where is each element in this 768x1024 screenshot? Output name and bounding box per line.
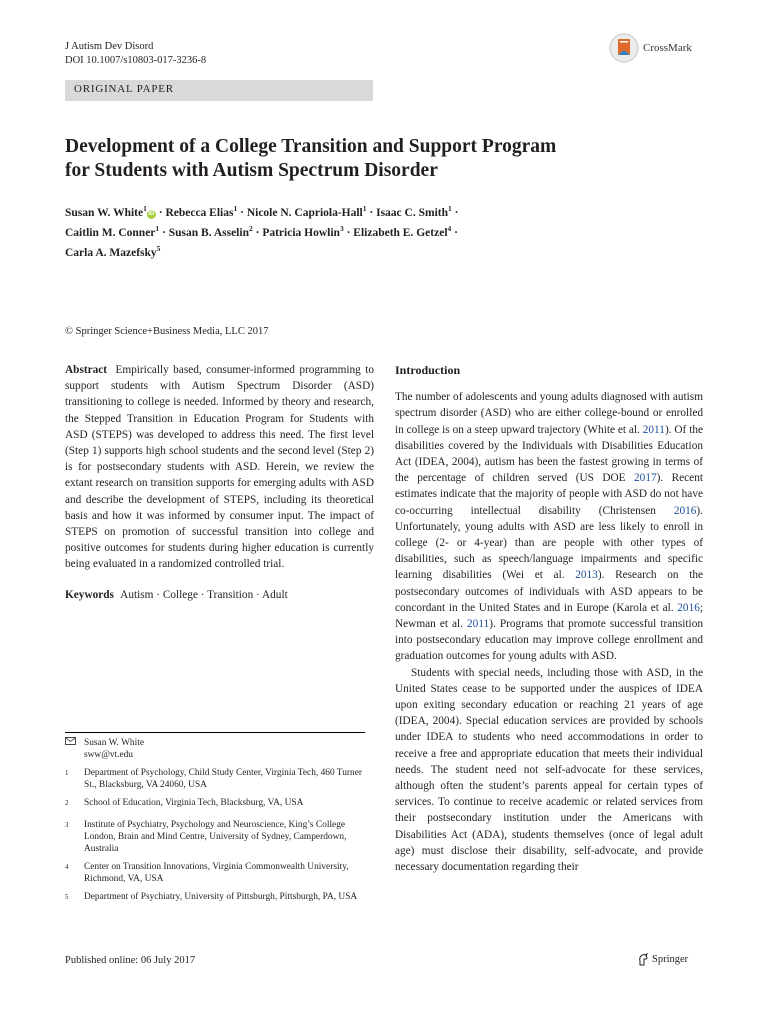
- affiliation-item: [65, 891, 365, 907]
- journal-doi[interactable]: DOI 10.1007/s10803-017-3236-8: [65, 55, 207, 66]
- corresponding-author: [65, 737, 365, 761]
- affiliation-text: Center on Transition Innovations, Virginia Commonwealth University, Richmond, VA, USA: [84, 862, 349, 885]
- left-column: [65, 362, 374, 603]
- author-name[interactable]: Carla A. Mazefsky: [65, 246, 157, 259]
- author-affiliation: 1: [362, 204, 367, 213]
- affiliation-number: 3: [65, 821, 69, 830]
- author-affiliation: 2: [248, 223, 253, 233]
- author-affiliation: 1: [448, 204, 452, 213]
- corresponding-email[interactable]: sww@vt.edu: [84, 750, 133, 760]
- affiliation-item: [65, 861, 365, 885]
- affiliation-text: Department of Psychiatry, University of Pittsburgh, Pittsburgh, PA, USA: [84, 892, 358, 903]
- citation-link[interactable]: 2013: [575, 569, 598, 582]
- keywords-text: Autism · College · Transition · Adult: [120, 588, 288, 601]
- citation-link[interactable]: 2011: [467, 618, 490, 631]
- crossmark-badge[interactable]: [609, 33, 692, 63]
- journal-name: J Autism Dev Disord: [65, 41, 154, 52]
- body-text: ). Of the disabilities covered by the Individuals with Disabilities Education Act (IDEA, 2004), autism has been the fastest growing in terms of the percentage of children served (US DOE: [395, 423, 703, 485]
- springer-horse-icon: [637, 953, 649, 966]
- paper-title: [65, 135, 705, 183]
- affiliation-item: [65, 767, 365, 791]
- abstract: [65, 362, 374, 573]
- keywords: [65, 587, 374, 603]
- crossmark-label: CrossMark: [643, 42, 692, 54]
- author-name[interactable]: Isaac C. Smith: [376, 206, 448, 219]
- publisher-footer: [637, 953, 688, 966]
- title-line-1: Development of a College Transition and Support Program: [65, 136, 557, 157]
- paper-type-label: ORIGINAL PAPER: [74, 83, 174, 95]
- affiliation-number: 5: [65, 893, 69, 902]
- affiliation-text: Institute of Psychiatry, Psychology and Neuroscience, King’s College London, Brain and Mind Centre, University of Sydney, Camperdown, Australia: [84, 820, 347, 855]
- affiliation-text: School of Education, Virginia Tech, Blacksburg, VA, USA: [84, 798, 304, 808]
- intro-paragraph-2: Students with special needs, including those with ASD, in the United States cease to be supported under the auspices of IDEA upon exiting secondary education or reaching 21 years of age (IDEA, 2004). Special education services are provided by schools under IDEA to students who need accommodations in order to receive a free and appropriate education that meets their individual needs. The student need not self-advocate for these services, although often the student’s parents appeal for certain types of services. To continue to receive academic or related services from their postsecondary institution under the Americans with Disabilities Act (ADA), students themselves (once of legal adult age) must disclose their disability, self-advocate, and provide necessary documentation regarding their: [395, 666, 703, 874]
- corresponding-name: Susan W. White: [84, 738, 144, 748]
- author-name[interactable]: Caitlin M. Conner: [65, 226, 156, 239]
- affiliation-text: Department of Psychology, Child Study Center, Virginia Tech, 460 Turner St., Blacksburg, VA 24060, USA: [84, 768, 362, 790]
- affiliation-number: 4: [65, 863, 69, 872]
- author-name[interactable]: Susan B. Asselin: [168, 226, 249, 239]
- author-affiliation: 1: [155, 223, 160, 233]
- citation-link[interactable]: 2011: [642, 423, 665, 436]
- published-date: Published online: 06 July 2017: [65, 955, 196, 966]
- citation-link[interactable]: 2016: [677, 601, 700, 614]
- right-column: [395, 362, 703, 875]
- paper-type-banner: [65, 80, 373, 101]
- footnotes: [65, 732, 365, 913]
- author-affiliation: 4: [447, 223, 452, 233]
- author-name[interactable]: Rebecca Elias: [165, 206, 234, 219]
- title-line-2: for Students with Autism Spectrum Disorder: [65, 160, 438, 181]
- author-name[interactable]: Elizabeth E. Getzel: [353, 226, 448, 239]
- body-text: ). Unfortunately, young adults with ASD are less likely to enroll in college (2- or 4-year) than are people with other types of disabilities, such as speech/language impairments and specific learning disabilities (Wei et al.: [395, 504, 703, 582]
- keywords-label: Keywords: [65, 588, 114, 601]
- footnote-divider: [65, 732, 365, 733]
- orcid-icon[interactable]: iD: [148, 210, 155, 217]
- author-affiliation: 1: [233, 204, 238, 213]
- body-text: ; Newman et al.: [395, 601, 703, 631]
- citation-link[interactable]: 2017: [634, 472, 657, 485]
- abstract-label: Abstract: [65, 364, 108, 376]
- crossmark-icon: [609, 33, 639, 63]
- copyright-notice: © Springer Science+Business Media, LLC 2017: [65, 326, 269, 337]
- affiliation-number: 1: [65, 769, 69, 777]
- body-text: The number of adolescents and young adults diagnosed with autism spectrum disorder (ASD) who are either college-bound or enrolled in college is on a steep upward trajectory (White et al.: [395, 391, 703, 436]
- envelope-icon: [65, 737, 84, 761]
- journal-header: [65, 40, 206, 68]
- author-affiliation: 3: [339, 223, 344, 233]
- affiliation-number: 2: [65, 799, 69, 807]
- author-affiliation: 5: [156, 243, 161, 253]
- affiliation-item: [65, 819, 365, 855]
- body-text: ). Recent estimates indicate that the majority of people with ASD do not have co-occurring intellectual disability (Christensen: [395, 472, 703, 517]
- author-name[interactable]: Susan W. White: [65, 206, 144, 219]
- author-name[interactable]: Nicole N. Capriola‑Hall: [246, 206, 363, 219]
- body-text: ). Programs that promote successful transition into postsecondary education may improve college enrollment and graduation outcomes for young adults with ASD.: [395, 618, 703, 663]
- publisher-name: Springer: [652, 954, 689, 965]
- body-text: ). Research on the postsecondary outcomes of individuals with ASD appears to be concordant in the United States and in Europe (Karola et al.: [395, 569, 703, 614]
- citation-link[interactable]: 2016: [673, 504, 697, 517]
- section-heading-introduction: Introduction: [395, 363, 461, 377]
- affiliation-item: [65, 797, 365, 813]
- author-name[interactable]: Patricia Howlin: [262, 226, 340, 239]
- intro-paragraph-1: [395, 389, 703, 664]
- author-list: Susan W. White$^1$iD · Rebecca Elias$^1$ · Nicole N. Capriola‑Hall$^1$ · Isaac C. Smith$^1$ · Caitlin M. Conner$^1$ · Susan B. Asselin$^2$ · Patricia Howlin$^3$ · Elizabeth E. Getzel$^4$ · Carla A. Mazefsky$^5$: [65, 204, 459, 259]
- author-affiliation: 1: [143, 204, 147, 213]
- abstract-text: Empirically based, consumer-informed programming to support students with Autism Spectrum Disorder (ASD) transitioning to college is needed. Informed by theory and research, the Stepped Transition in Education Program for Students with ASD (STEPS) was developed to address this need. The first level (Step 1) supports high school students and the second level (Step 2) is for postsecondary students with ASD. Herein, we review the extant research on transition supports for emerging adults with ASD and describe the development of STEPS, including its theoretical basis and how it was informed by consumer input. The impact of STEPS on promotion of successful transition into college and positive outcomes for students during higher education is currently being evaluated in a randomized controlled trial.: [65, 364, 374, 571]
